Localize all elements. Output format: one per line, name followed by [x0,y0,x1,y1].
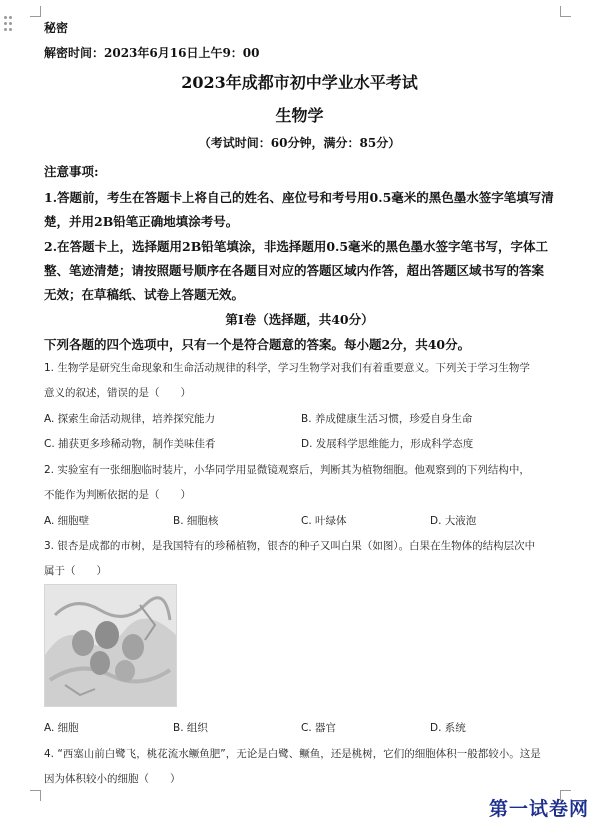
ginkgo-seed-image [45,585,176,706]
question-1-line2: 意义的叙述，错误的是（ ） [44,387,191,399]
question-3-option-b: B. 组织 [173,722,208,734]
question-3-option-c: C. 器官 [301,722,337,734]
question-2-line1: 2. 实验室有一张细胞临时装片，小华同学用显微镜观察后，判断其为植物细胞。他观察到的下列结构中， [44,464,530,476]
corner-mark-top-left [30,6,41,17]
question-2-option-b: B. 细胞核 [173,515,219,527]
decrypt-time: 解密时间：2023年6月16日上午9：00 [44,46,260,60]
exam-info: （考试时间：60分钟，满分：85分） [198,136,401,150]
question-1-option-d: D. 发展科学思维能力，形成科学态度 [301,438,474,450]
question-4-line2: 因为体积较小的细胞（ ） [44,773,181,785]
subject-title: 生物学 [275,106,324,125]
question-3-option-d: D. 系统 [430,722,466,734]
question-2-option-d: D. 大液泡 [430,515,477,527]
notice-item2-line3: 无效；在草稿纸、试卷上答题无效。 [44,287,245,302]
question-1-option-b: B. 养成健康生活习惯，珍爱自身生命 [301,413,473,425]
secret-label: 秘密 [44,21,69,35]
drag-handle-icon[interactable] [4,16,14,32]
exam-title: 2023年成都市初中学业水平考试 [181,73,418,92]
ginkgo-seed-figure [44,584,177,707]
notice-item2-line2: 整、笔迹清楚；请按照题号顺序在各题目对应的答题区域内作答，超出答题区域书写的答案 [44,263,545,278]
question-3-option-a: A. 细胞 [44,722,79,734]
section-title: 第Ⅰ卷（选择题，共40分） [225,312,374,327]
question-2-option-a: A. 细胞壁 [44,515,90,527]
notice-item1-line2: 楚，并用2B铅笔正确地填涂考号。 [44,214,239,229]
notice-item2-line1: 2.在答题卡上，选择题用2B铅笔填涂，非选择题用0.5毫米的黑色墨水签字笔书写，字体工 [44,239,549,254]
corner-mark-top-right [560,6,571,17]
notice-item1-line1: 1.答题前，考生在答题卡上将自己的姓名、座位号和考号用0.5毫米的黑色墨水签字笔填写清 [44,190,554,205]
corner-mark-bottom-left [30,790,41,801]
question-4-line1: 4. “西塞山前白鹭飞，桃花流水鳜鱼肥”，无论是白鹭、鳜鱼，还是桃树，它们的细胞体积一般都较小。这是 [44,748,541,760]
question-1-line1: 1. 生物学是研究生命现象和生命活动规律的科学，学习生物学对我们有着重要意义。下列关于学习生物学 [44,362,530,374]
question-3-line2: 属于（ ） [44,565,107,577]
site-brand-logo: 第一试卷网 [488,798,589,820]
question-2-option-c: C. 叶绿体 [301,515,347,527]
section-instruction: 下列各题的四个选项中，只有一个是符合题意的答案。每小题2分，共40分。 [44,337,471,352]
question-1-option-c: C. 捕获更多珍稀动物，制作美味佳肴 [44,438,216,450]
question-3-line1: 3. 银杏是成都的市树，是我国特有的珍稀植物，银杏的种子又叫白果（如图）。白果在生物体的结构层次中 [44,540,536,552]
question-2-line2: 不能作为判断依据的是（ ） [44,489,191,501]
notice-heading: 注意事项: [44,164,99,179]
question-1-option-a: A. 探索生命活动规律，培养探究能力 [44,413,216,425]
